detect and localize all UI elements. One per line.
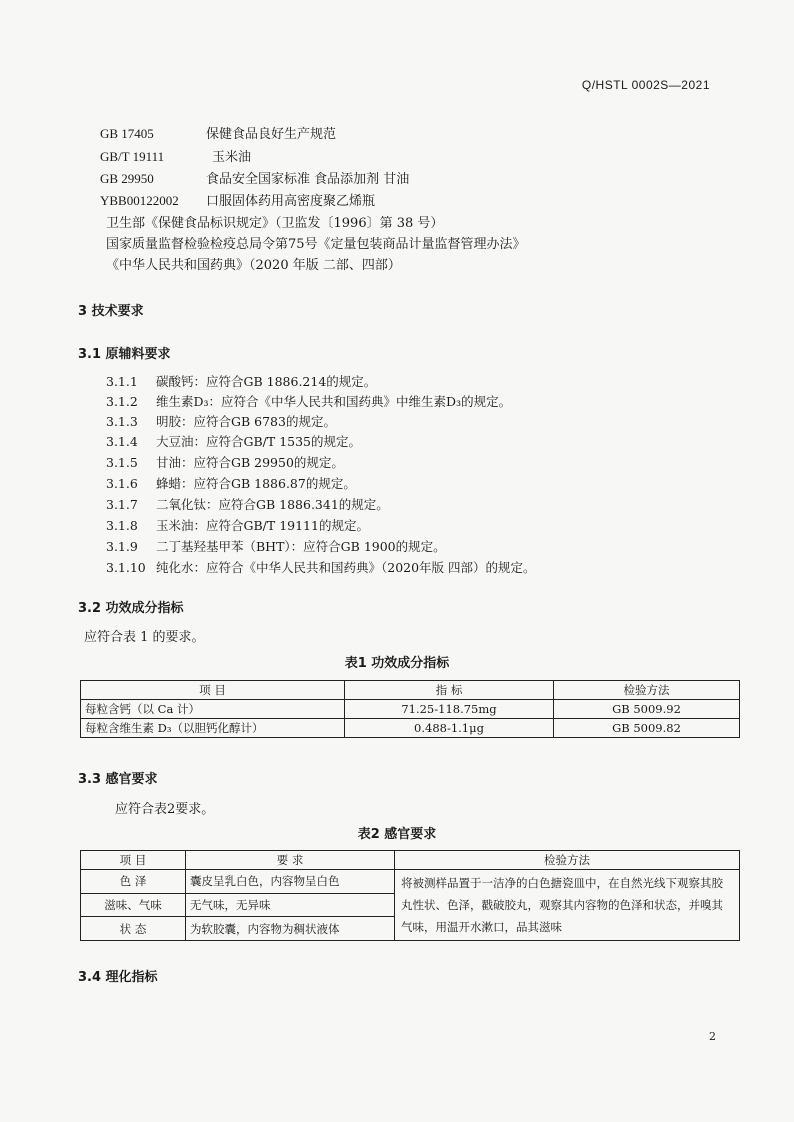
list-item: 3.1.7 二氧化钛：应符合GB 1886.341的规定。 — [106, 497, 389, 512]
table-header: 要 求 — [186, 851, 395, 870]
list-item: 3.1.8 玉米油：应符合GB/T 19111的规定。 — [106, 518, 369, 533]
list-item: 3.1.6 蜂蜡：应符合GB 1886.87的规定。 — [106, 476, 356, 491]
section-heading: 3 技术要求 — [78, 304, 144, 319]
table-row — [81, 700, 740, 719]
table-cell: 为软胶囊，内容物为稠状液体 — [186, 917, 395, 941]
table-cell: 滋味、气味 — [81, 893, 186, 917]
reference-line: 卫生部《保健食品标识规定》（卫监发〔1996〕第 38 号） — [106, 216, 444, 231]
reference-line: GB 17405 保健食品良好生产规范 — [100, 126, 337, 142]
table-cell: GB 5009.92 — [554, 700, 740, 719]
table-caption: 表1 功效成分指标 — [344, 656, 450, 671]
list-item: 3.1.5 甘油：应符合GB 29950的规定。 — [106, 455, 344, 470]
section-heading: 3.3 感官要求 — [78, 772, 158, 787]
section-heading: 3.1 原辅料要求 — [78, 347, 171, 362]
reference-line: GB 29950 食品安全国家标准 食品添加剂 甘油 — [100, 171, 410, 187]
list-item: 3.1.9 二丁基羟基甲苯（BHT）：应符合GB 1900的规定。 — [106, 539, 446, 554]
table-header: 项 目 — [81, 851, 186, 870]
table-cell: 0.488-1.1μg — [345, 719, 554, 738]
functional-ingredient-table — [80, 680, 740, 738]
reference-line: GB/T 19111 玉米油 — [100, 149, 252, 165]
table-cell: 71.25-118.75mg — [345, 700, 554, 719]
table-cell: 无气味，无异味 — [186, 893, 395, 917]
list-item: 3.1.10 纯化水：应符合《中华人民共和国药典》（2020年版 四部）的规定。 — [106, 560, 536, 575]
table-header-row — [81, 681, 740, 700]
table-cell: 状 态 — [81, 917, 186, 941]
table-cell: 每粒含维生素 D₃（以胆钙化醇计） — [81, 719, 345, 738]
list-item: 3.1.4 大豆油：应符合GB/T 1535的规定。 — [106, 434, 362, 449]
test-method-cell: 将被测样品置于一洁净的白色搪瓷皿中，在自然光线下观察其胶丸性状、色泽，戳破胶丸，观察其内容物的色泽和状态，并嗅其气味，用温开水漱口，品其滋味 — [395, 870, 740, 941]
table-header: 项 目 — [81, 681, 345, 700]
reference-line: 《中华人民共和国药典》（2020 年版 二部、四部） — [106, 258, 401, 273]
table-header: 指 标 — [345, 681, 554, 700]
table-row — [81, 719, 740, 738]
reference-line: YBB00122002 口服固体药用高密度聚乙烯瓶 — [100, 193, 376, 209]
section-heading: 3.2 功效成分指标 — [78, 601, 184, 616]
paragraph: 应符合表2要求。 — [115, 802, 215, 817]
table-caption: 表2 感官要求 — [357, 827, 437, 842]
table-cell: 色 泽 — [81, 870, 186, 894]
table-header: 检验方法 — [554, 681, 740, 700]
section-heading: 3.4 理化指标 — [78, 970, 158, 985]
sensory-table — [80, 850, 740, 941]
document-code: Q/HSTL 0002S—2021 — [581, 78, 710, 92]
table-cell: 每粒含钙（以 Ca 计） — [81, 700, 345, 719]
table-header-row — [81, 851, 740, 870]
list-item: 3.1.3 明胶：应符合GB 6783的规定。 — [106, 414, 336, 429]
reference-line: 国家质量监督检验检疫总局令第75号《定量包装商品计量监督管理办法》 — [106, 237, 526, 252]
page-number: 2 — [709, 1030, 716, 1043]
table-row — [81, 870, 740, 894]
list-item: 3.1.2 维生素D₃：应符合《中华人民共和国药典》中维生素D₃的规定。 — [106, 394, 512, 409]
table-header: 检验方法 — [395, 851, 740, 870]
paragraph: 应符合表 1 的要求。 — [84, 630, 205, 645]
list-item: 3.1.1 碳酸钙：应符合GB 1886.214的规定。 — [106, 374, 377, 389]
table-cell: GB 5009.82 — [554, 719, 740, 738]
table-cell: 囊皮呈乳白色，内容物呈白色 — [186, 870, 395, 894]
